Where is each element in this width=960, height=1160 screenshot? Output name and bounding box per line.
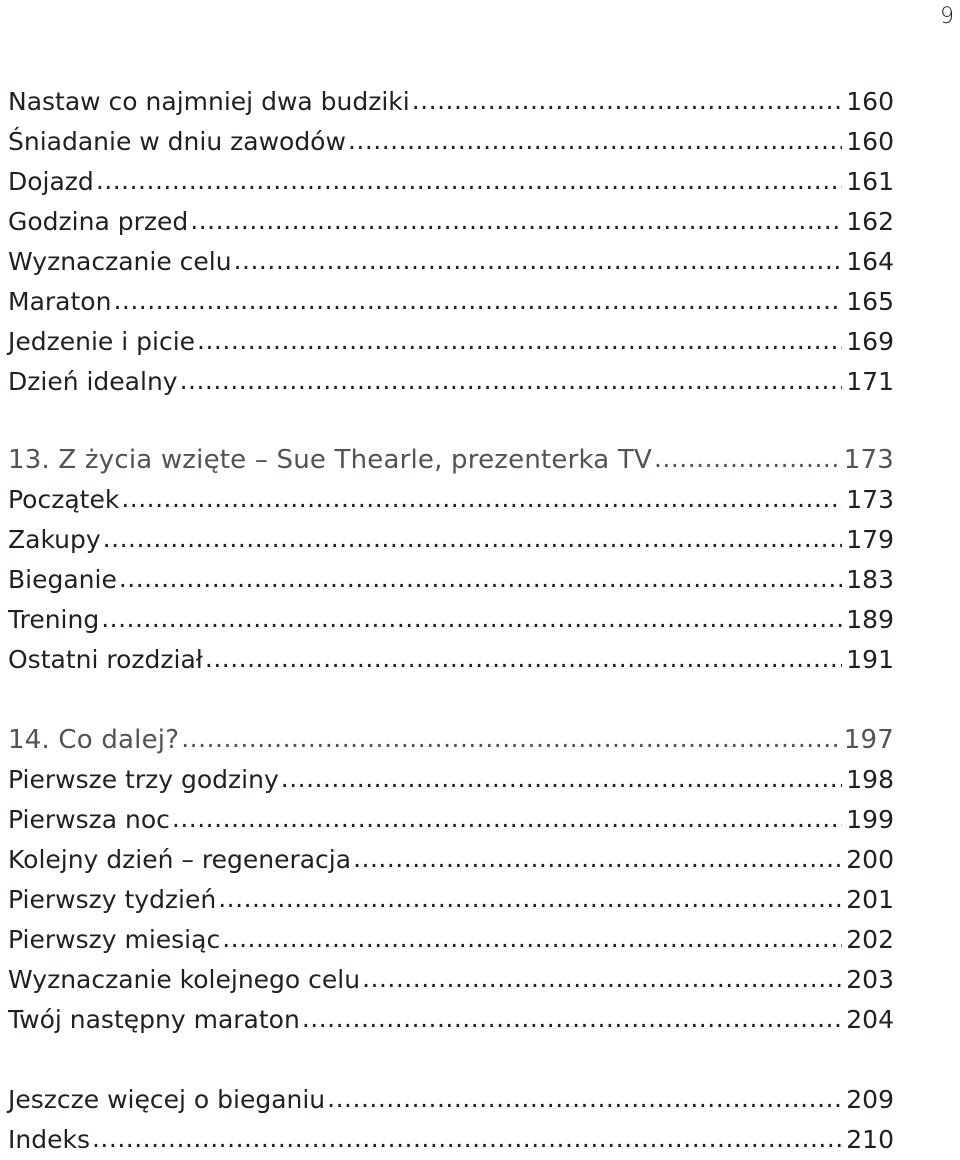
dot-leader [348, 121, 842, 161]
toc-entry-title: Trening [8, 605, 100, 634]
dot-leader [121, 479, 842, 519]
toc-entry-title: Pierwsze trzy godziny [8, 765, 279, 794]
toc-entry-title: Indeks [8, 1125, 90, 1154]
dot-leader [302, 999, 842, 1039]
toc-entry-title: Dojazd [8, 167, 94, 196]
toc-entry[interactable] [8, 920, 894, 960]
toc-entry[interactable] [8, 480, 894, 520]
toc-entry[interactable] [8, 122, 894, 162]
toc-entry-page: 179 [846, 525, 894, 554]
toc-entry[interactable] [8, 520, 894, 560]
toc-chapter-heading[interactable] [8, 440, 894, 480]
toc-entry-page: 169 [846, 327, 894, 356]
toc-entry[interactable] [8, 202, 894, 242]
toc-entry[interactable] [8, 960, 894, 1000]
dot-leader [362, 959, 842, 999]
dot-leader [96, 161, 842, 201]
toc-entry[interactable] [8, 362, 894, 402]
dot-leader [181, 719, 840, 759]
toc-entry-page: 161 [846, 167, 894, 196]
table-of-contents [8, 82, 894, 1160]
toc-chapter-section [8, 440, 894, 680]
toc-entry-title: Wyznaczanie kolejnego celu [8, 965, 361, 994]
toc-entry-title: Wyznaczanie celu [8, 247, 232, 276]
toc-entry-page: 160 [846, 127, 894, 156]
dot-leader [327, 1079, 842, 1119]
toc-entry-title: Śniadanie w dniu zawodów [8, 127, 346, 156]
toc-back-matter [8, 1080, 894, 1160]
toc-entry-title: Kolejny dzień – regeneracja [8, 845, 352, 874]
toc-entry-title: Jeszcze więcej o bieganiu [8, 1085, 326, 1114]
toc-entry-page: 198 [846, 765, 894, 794]
toc-entry-page: 171 [846, 367, 894, 396]
dot-leader [654, 439, 840, 479]
toc-entry[interactable] [8, 1120, 894, 1160]
toc-chapter-page: 173 [843, 445, 894, 475]
toc-entry-page: 173 [846, 485, 894, 514]
toc-entry[interactable] [8, 760, 894, 800]
dot-leader [119, 559, 842, 599]
toc-entry-title: Nastaw co najmniej dwa budziki [8, 87, 410, 116]
toc-section [8, 82, 894, 402]
toc-entry-title: Początek [8, 485, 120, 514]
dot-leader [234, 241, 843, 281]
toc-entry-title: Maraton [8, 287, 112, 316]
toc-entry[interactable] [8, 1080, 894, 1120]
dot-leader [205, 639, 842, 679]
toc-entry-page: 210 [846, 1125, 894, 1154]
toc-entry[interactable] [8, 800, 894, 840]
toc-entry-title: Ostatni rozdział [8, 645, 203, 674]
toc-entry-title: Twój następny maraton [8, 1005, 300, 1034]
toc-entry-page: 165 [846, 287, 894, 316]
toc-entry-page: 162 [846, 207, 894, 236]
page-number: 9 [940, 4, 954, 29]
toc-entry-title: Jedzenie i picie [8, 327, 196, 356]
dot-leader [172, 799, 842, 839]
toc-chapter-page: 197 [843, 725, 894, 755]
toc-entry-page: 199 [846, 805, 894, 834]
toc-entry-title: Bieganie [8, 565, 117, 594]
toc-entry-page: 209 [846, 1085, 894, 1114]
toc-entry[interactable] [8, 282, 894, 322]
dot-leader [113, 281, 842, 321]
toc-entry-title: Pierwszy tydzień [8, 885, 217, 914]
toc-entry-page: 200 [846, 845, 894, 874]
toc-entry-page: 189 [846, 605, 894, 634]
dot-leader [218, 879, 842, 919]
toc-entry[interactable] [8, 840, 894, 880]
toc-entry-title: Dzień idealny [8, 367, 178, 396]
toc-entry-title: Pierwszy miesiąc [8, 925, 221, 954]
toc-entry-page: 183 [846, 565, 894, 594]
toc-entry-page: 164 [846, 247, 894, 276]
toc-entry-page: 160 [846, 87, 894, 116]
toc-entry-title: Godzina przed [8, 207, 189, 236]
dot-leader [190, 201, 842, 241]
dot-leader [101, 599, 842, 639]
dot-leader [103, 519, 843, 559]
toc-chapter-title: 13. Z życia wzięte – Sue Thearle, prezenterka TV [8, 445, 652, 475]
toc-entry[interactable] [8, 162, 894, 202]
toc-entry[interactable] [8, 560, 894, 600]
toc-chapter-heading[interactable] [8, 720, 894, 760]
toc-entry-page: 202 [846, 925, 894, 954]
toc-chapter-title: 14. Co dalej? [8, 725, 180, 755]
toc-entry-title: Zakupy [8, 525, 101, 554]
toc-entry[interactable] [8, 880, 894, 920]
toc-entry-page: 191 [846, 645, 894, 674]
toc-entry-page: 203 [846, 965, 894, 994]
toc-entry[interactable] [8, 242, 894, 282]
dot-leader [222, 919, 842, 959]
toc-entry[interactable] [8, 82, 894, 122]
toc-entry-title: Pierwsza noc [8, 805, 170, 834]
dot-leader [412, 81, 843, 121]
dot-leader [197, 321, 842, 361]
toc-entry[interactable] [8, 600, 894, 640]
toc-entry-page: 201 [846, 885, 894, 914]
toc-chapter-section [8, 720, 894, 1040]
toc-entry[interactable] [8, 1000, 894, 1040]
dot-leader [281, 759, 843, 799]
toc-entry[interactable] [8, 322, 894, 362]
dot-leader [92, 1119, 842, 1159]
dot-leader [180, 361, 843, 401]
dot-leader [353, 839, 842, 879]
toc-entry[interactable] [8, 640, 894, 680]
toc-entry-page: 204 [846, 1005, 894, 1034]
